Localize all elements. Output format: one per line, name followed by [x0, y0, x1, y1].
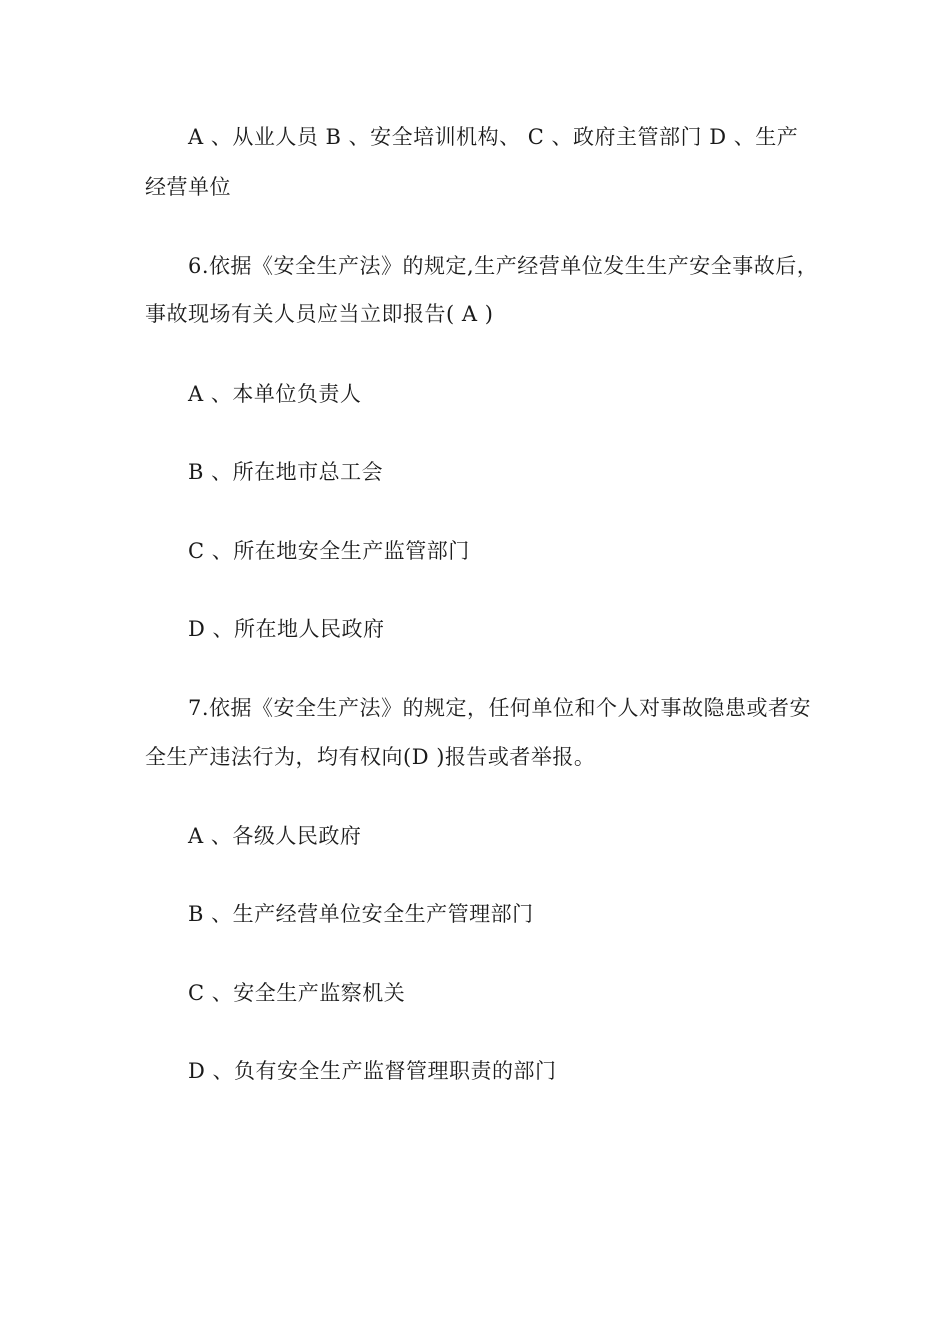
q6-option-a: A 、本单位负责人: [188, 382, 362, 406]
q5-options-line-1: A 、从业人员 B 、安全培训机构、 C 、政府主管部门 D 、生产: [188, 125, 799, 149]
q6-question-line-2: 事故现场有关人员应当立即报告( A ): [145, 302, 494, 326]
q7-option-c: C 、安全生产监察机关: [188, 981, 406, 1005]
q6-question-line-1: 6.依据《安全生产法》的规定,生产经营单位发生生产安全事故后，: [188, 254, 819, 278]
q6-option-c: C 、所在地安全生产监管部门: [188, 539, 470, 563]
q6-option-d: D 、所在地人民政府: [188, 617, 385, 641]
q7-option-d: D 、负有安全生产监督管理职责的部门: [188, 1059, 557, 1083]
q7-question-line-2: 全生产违法行为，均有权向(D )报告或者举报。: [145, 745, 596, 769]
q7-option-a: A 、各级人民政府: [188, 824, 362, 848]
q7-option-b: B 、生产经营单位安全生产管理部门: [188, 902, 534, 926]
q7-question-line-1: 7.依据《安全生产法》的规定，任何单位和个人对事故隐患或者安: [188, 696, 812, 720]
q5-options-line-2: 经营单位: [145, 175, 231, 199]
q6-option-b: B 、所在地市总工会: [188, 460, 384, 484]
